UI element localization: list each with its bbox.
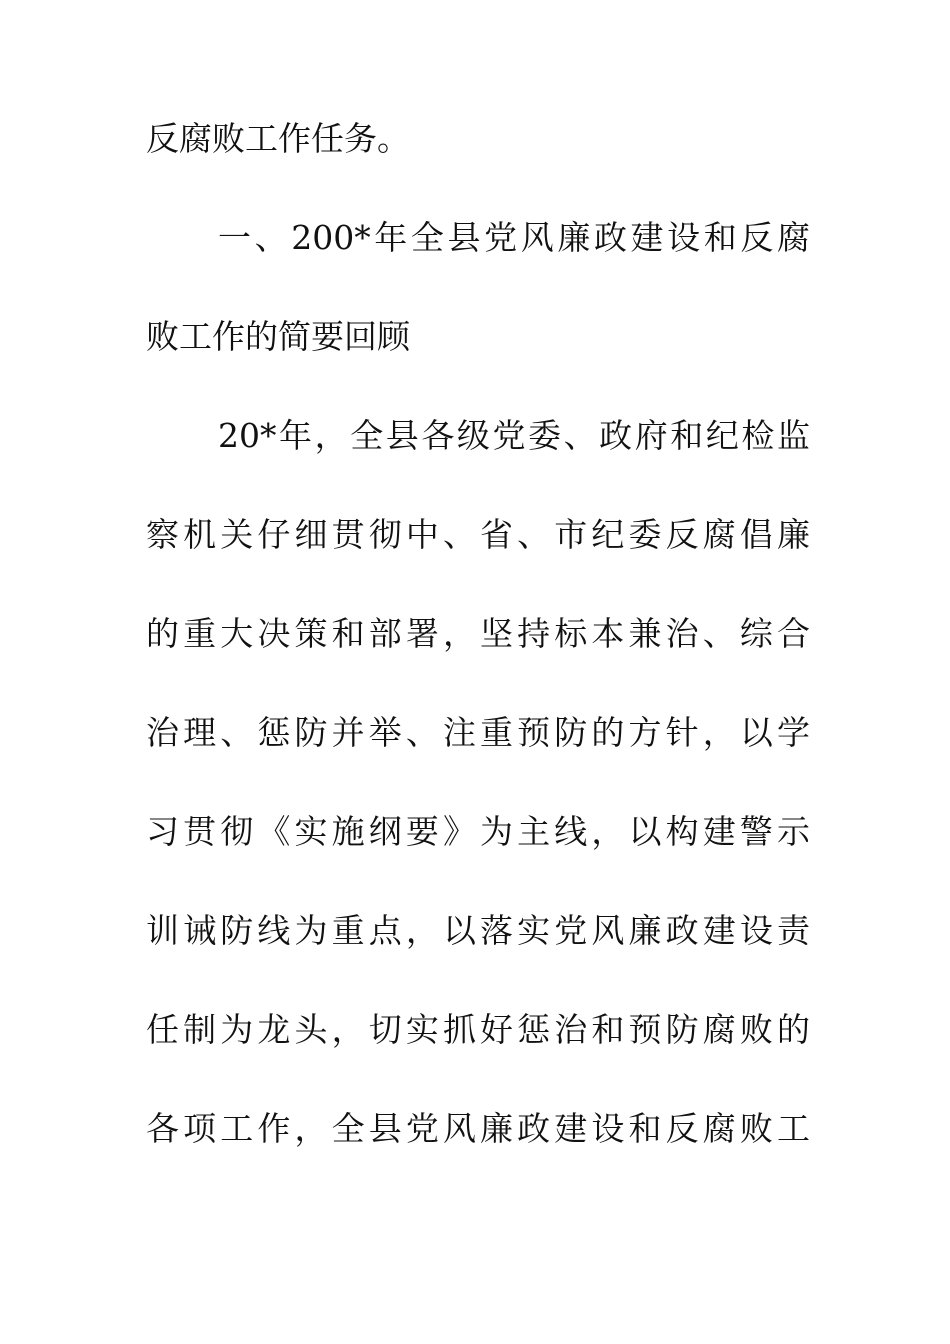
- text-line: 治理、惩防并举、注重预防的方针，以学: [146, 713, 810, 752]
- paragraph-first-line: 20*年，全县各级党委、政府和纪检监: [218, 416, 810, 455]
- section-heading-line: 一、200*年全县党风廉政建设和反腐: [218, 218, 810, 257]
- text-line: 的重大决策和部署，坚持标本兼治、综合: [146, 614, 810, 653]
- text-line: 各项工作，全县党风廉政建设和反腐败工: [146, 1109, 810, 1148]
- text-line: 反腐败工作任务。: [146, 119, 410, 158]
- text-line: 任制为龙头，切实抓好惩治和预防腐败的: [146, 1010, 810, 1049]
- text-line: 察机关仔细贯彻中、省、市纪委反腐倡廉: [146, 515, 810, 554]
- document-body: [146, 119, 810, 1211]
- text-line: 训诫防线为重点，以落实党风廉政建设责: [146, 911, 810, 950]
- text-line: 习贯彻《实施纲要》为主线，以构建警示: [146, 812, 810, 851]
- section-heading-line: 败工作的简要回顾: [146, 317, 410, 356]
